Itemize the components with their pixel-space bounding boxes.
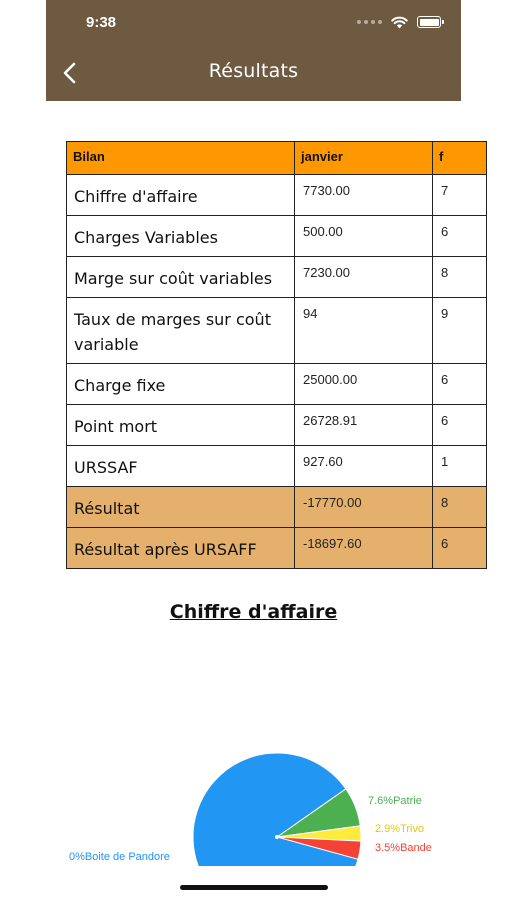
row-label: Résultat — [67, 487, 295, 528]
row-label: Taux de marges sur coût variable — [67, 298, 295, 364]
row-value-next: 1 — [433, 446, 487, 487]
row-value-next: 6 — [433, 364, 487, 405]
row-value-next: 8 — [433, 487, 487, 528]
pie-label-boite-de-pandore: 0%Boite de Pandore — [66, 850, 173, 864]
row-value-next: 8 — [433, 257, 487, 298]
row-value-next: 6 — [433, 528, 487, 569]
row-label: Chiffre d'affaire — [67, 175, 295, 216]
home-indicator[interactable] — [180, 885, 328, 890]
row-label: Point mort — [67, 405, 295, 446]
pie-label-patrie: 7.6%Patrie — [365, 794, 425, 808]
row-value: 7230.00 — [295, 257, 433, 298]
pie-center — [275, 835, 279, 839]
row-value: -18697.60 — [295, 528, 433, 569]
row-label: Charge fixe — [67, 364, 295, 405]
row-value: -17770.00 — [295, 487, 433, 528]
row-label: Charges Variables — [67, 216, 295, 257]
status-time: 9:38 — [86, 14, 117, 31]
row-value-next: 9 — [433, 298, 487, 364]
row-value: 25000.00 — [295, 364, 433, 405]
row-label: Résultat après URSAFF — [67, 528, 295, 569]
row-value-next: 6 — [433, 405, 487, 446]
row-value: 94 — [295, 298, 433, 364]
chart-title: Chiffre d'affaire — [169, 601, 338, 623]
row-value-next: 7 — [433, 175, 487, 216]
row-label: URSSAF — [67, 446, 295, 487]
pie-label-bande: 3.5%Bande — [372, 841, 435, 855]
row-value: 26728.91 — [295, 405, 433, 446]
header-bilan: Bilan — [67, 142, 295, 175]
row-value: 500.00 — [295, 216, 433, 257]
row-value-next: 6 — [433, 216, 487, 257]
header-janvier: janvier — [295, 142, 433, 175]
row-label: Marge sur coût variables — [67, 257, 295, 298]
header-next-month: f — [433, 142, 487, 175]
pie-label-trivo: 2.9%Trivo — [372, 822, 427, 836]
row-value: 927.60 — [295, 446, 433, 487]
page-title: Résultats — [208, 60, 299, 82]
row-value: 7730.00 — [295, 175, 433, 216]
